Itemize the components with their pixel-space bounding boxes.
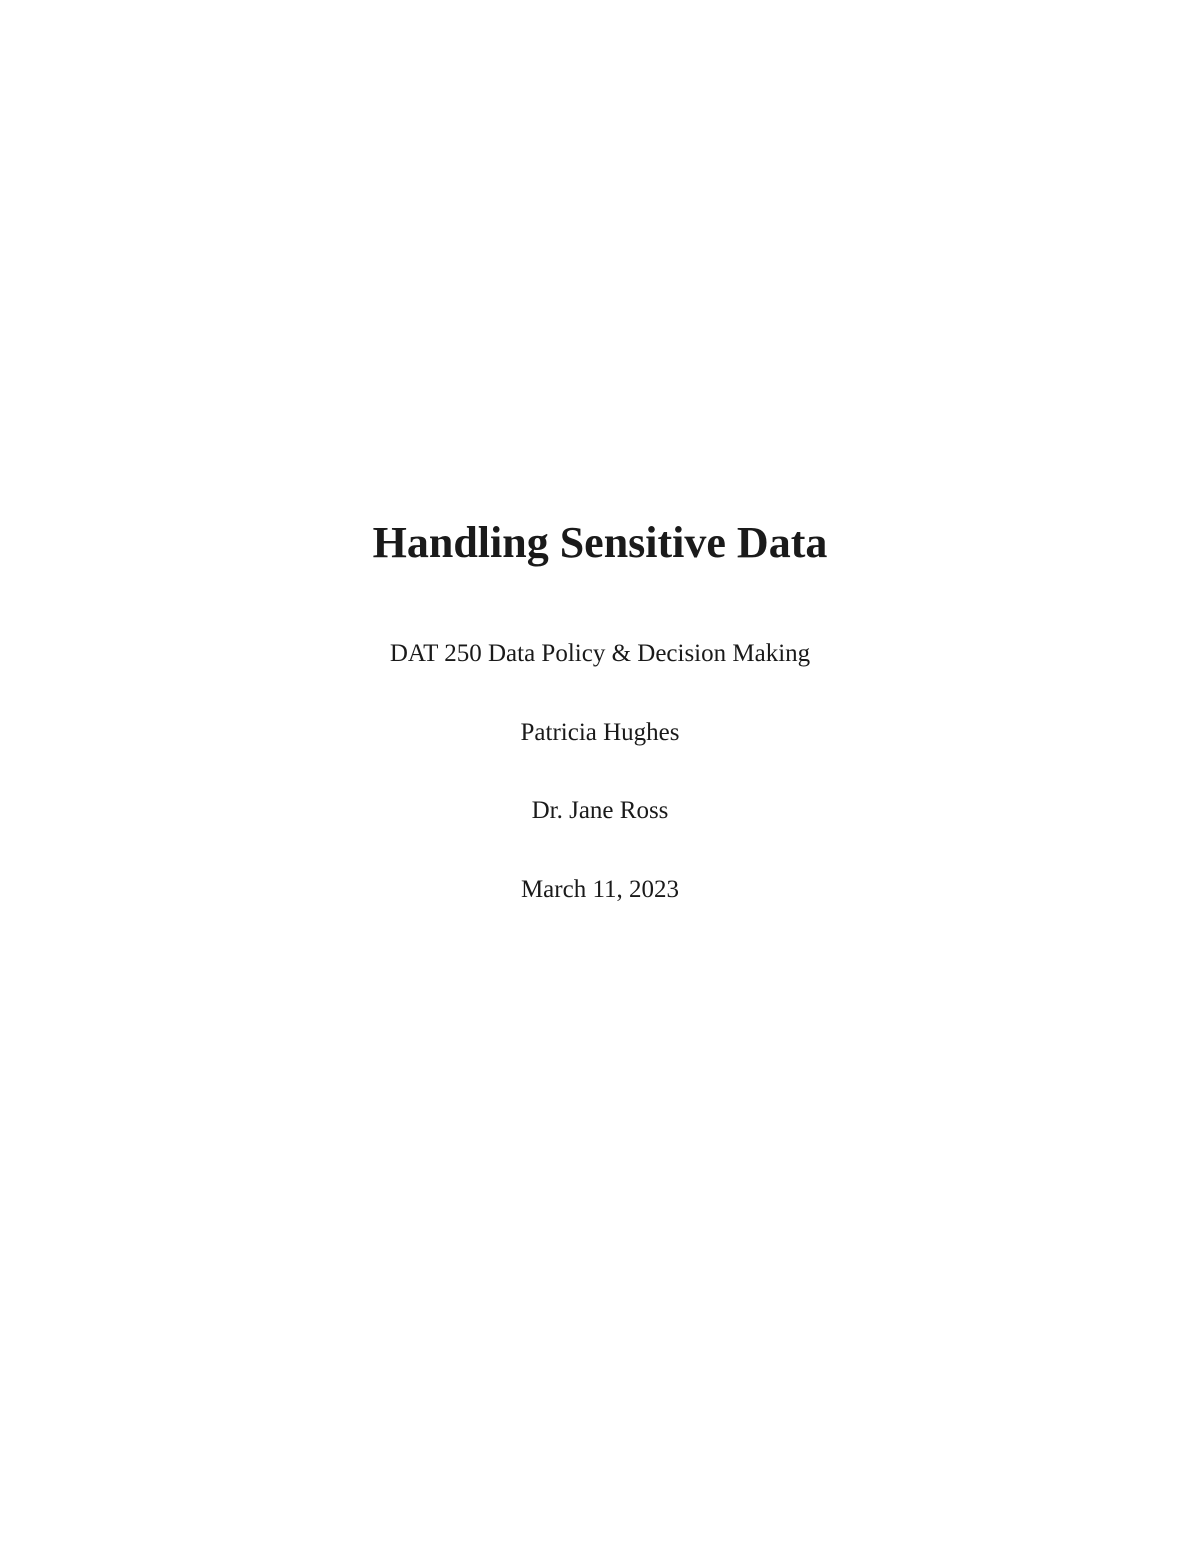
submission-date: March 11, 2023 <box>520 876 680 903</box>
document-title: Handling Sensitive Data <box>372 518 828 567</box>
instructor-name: Dr. Jane Ross <box>531 797 669 824</box>
course-name: DAT 250 Data Policy & Decision Making <box>389 640 811 667</box>
author-name: Patricia Hughes <box>520 719 680 746</box>
